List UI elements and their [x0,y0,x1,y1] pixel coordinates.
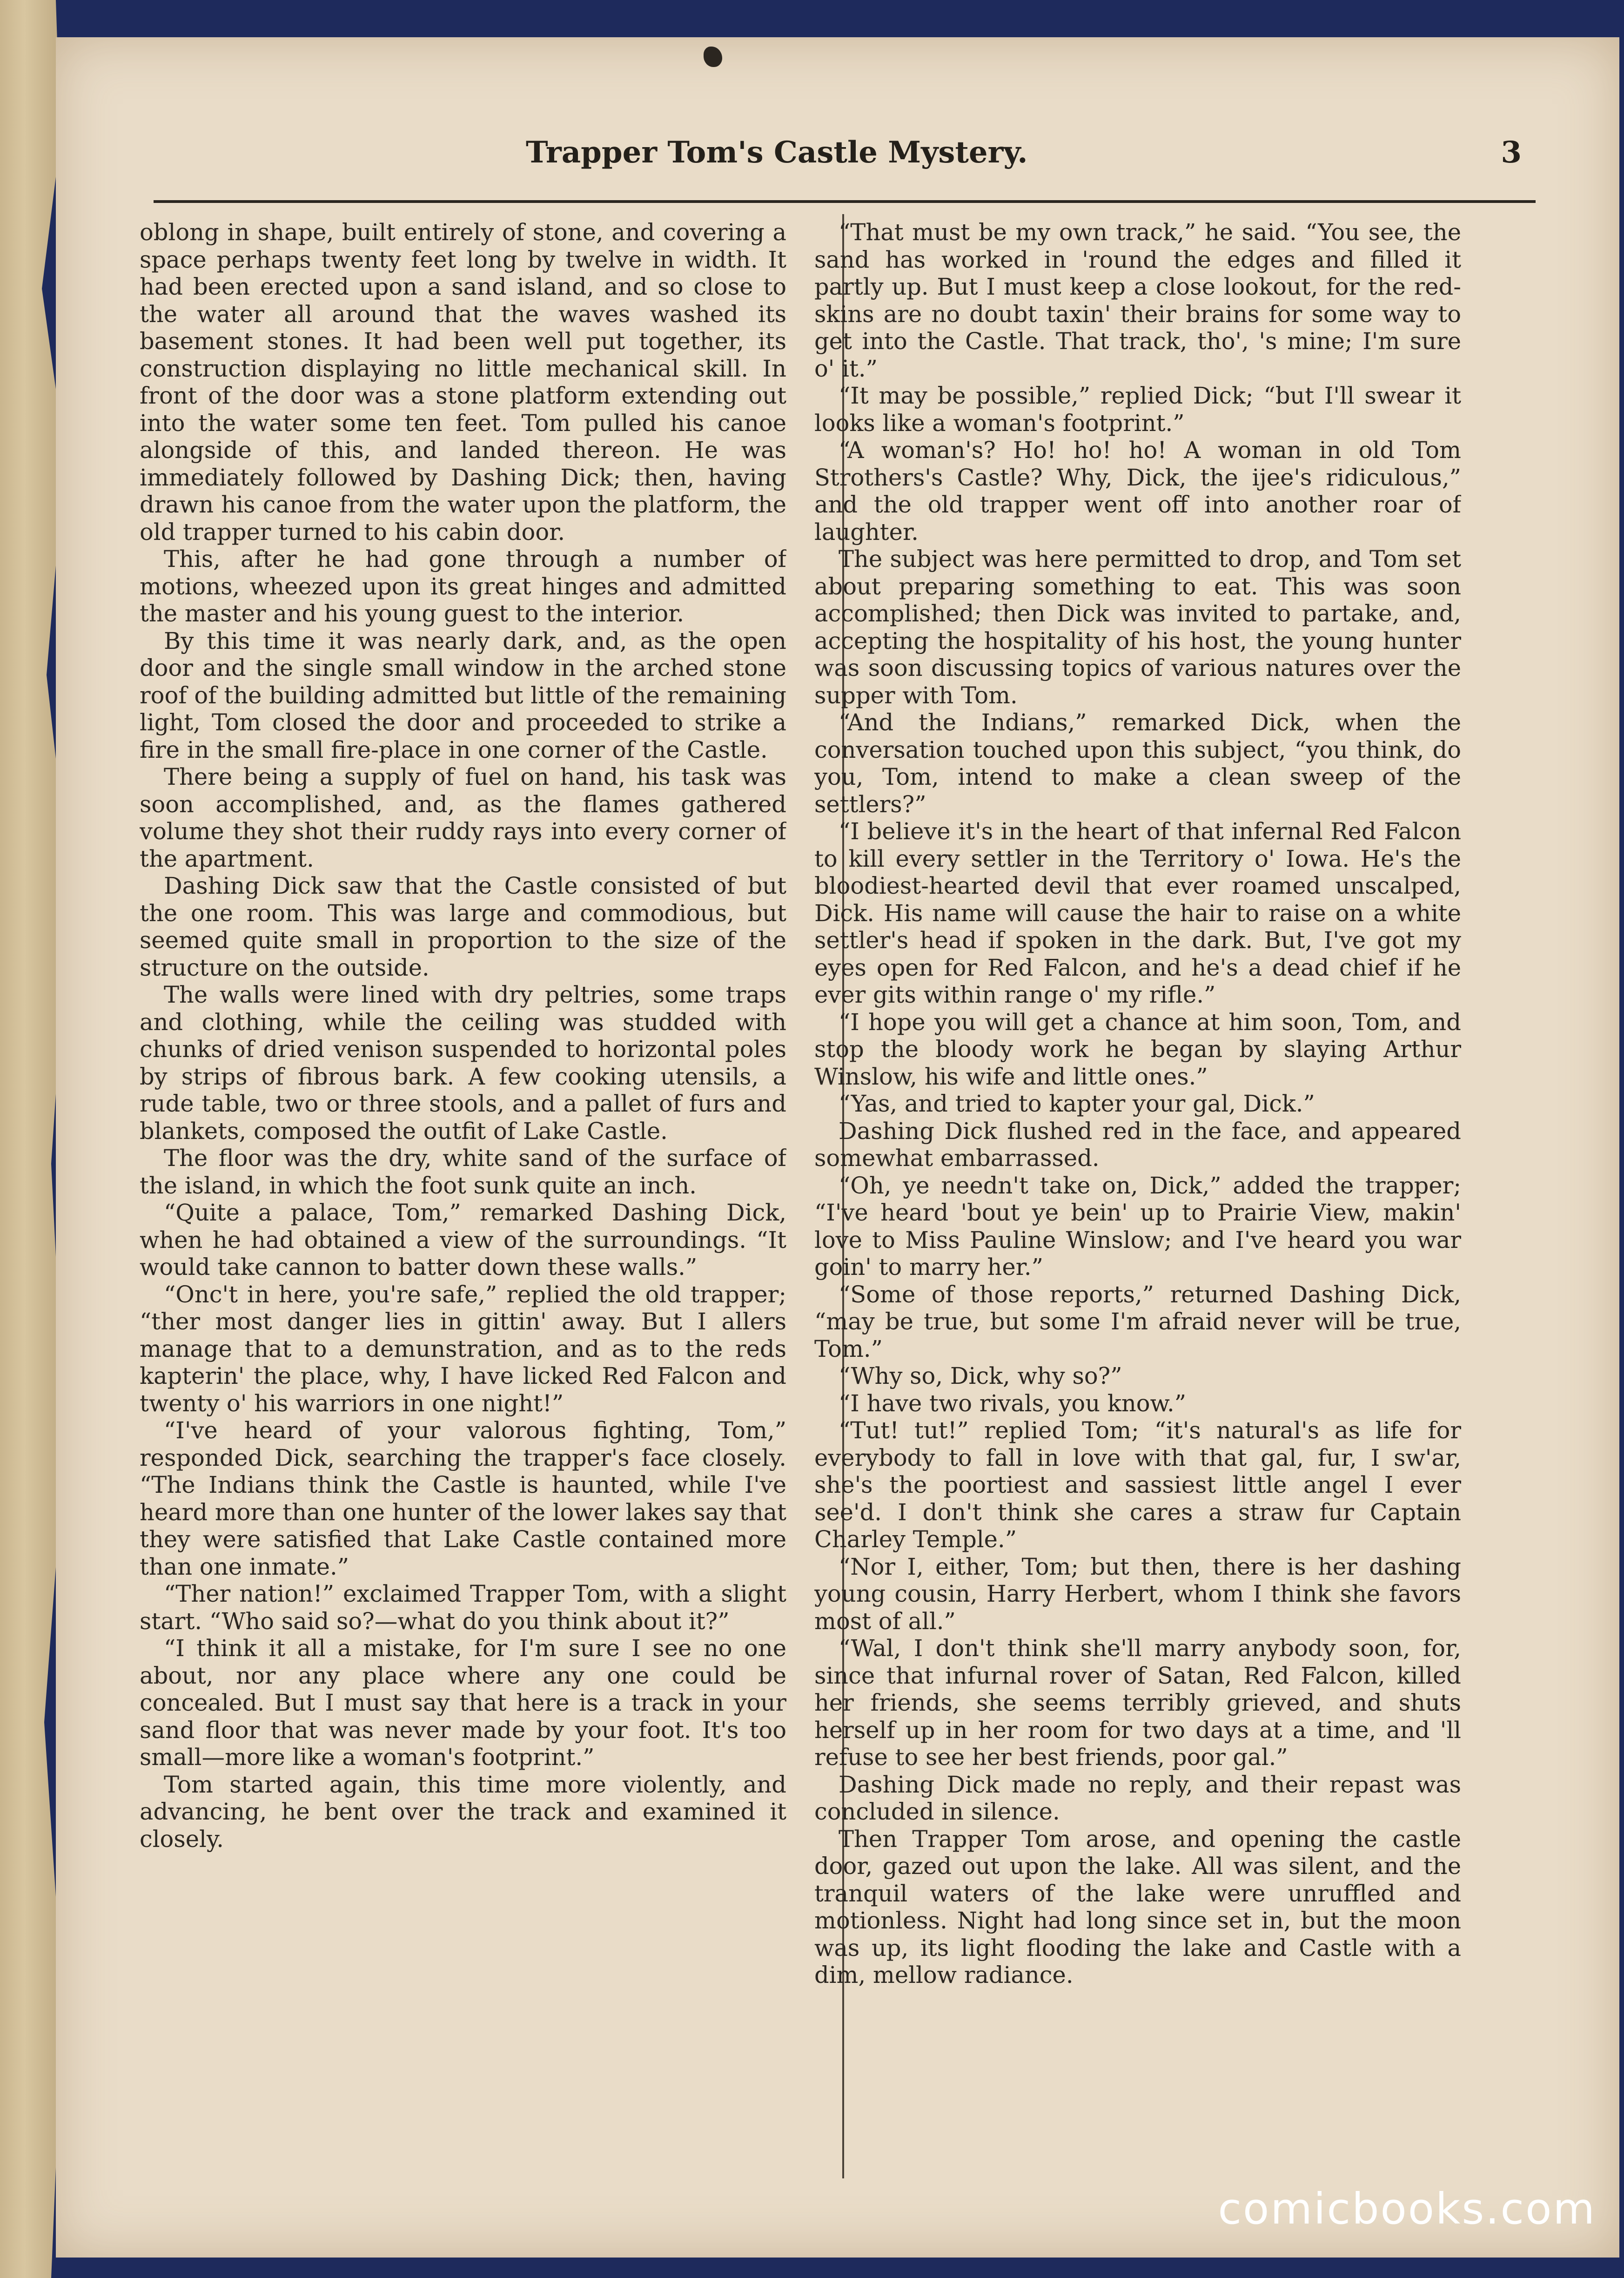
paragraph: “That must be my own track,” he said. “You see, the sand has worked in 'round the edges and filled it partly up. But I must keep a close lookout, for the red-skins are no doubt taxin' their brains for some way to get into the Castle. That track, tho', 's mine; I'm sure o' it.” [814,219,1461,382]
paragraph: Then Trapper Tom arose, and opening the castle door, gazed out upon the lake. All was silent, and the tranquil waters of the lake were unruffled and motionless. Night had long since set in, but the moon was up, its light flooding the lake and Castle with a dim, mellow radiance. [814,1825,1461,1988]
paragraph: “Onc't in here, you're safe,” replied the old trapper; “ther most danger lies in gittin' away. But I allers manage that to a demunstration, and as to the reds kapterin' the place, why, I have licked Red Falcon and twenty o' his warriors in one night!” [140,1281,786,1417]
paragraph: Dashing Dick saw that the Castle consisted of but the one room. This was large and commodious, but seemed quite small in proportion to the size of the structure on the outside. [140,872,786,981]
paragraph: “I believe it's in the heart of that infernal Red Falcon to kill every settler in the Territory o' Iowa. He's the bloodiest-hearted devil that ever roamed unscalped, Dick. His name will cause the hair to raise on a white settler's head if spoken in the dark. But, I've got my eyes open for Red Falcon, and he's a dead chief if he ever gits within range o' my rifle.” [814,818,1461,1008]
header-rule [154,200,1536,203]
paragraph: Tom started again, this time more violently, and advancing, he bent over the track and examined it closely. [140,1771,786,1853]
paragraph: By this time it was nearly dark, and, as the open door and the single small window in the arched stone roof of the building admitted but little of the remaining light, Tom closed the door and proceeded to strike a fire in the small fire-place in one corner of the Castle. [140,627,786,763]
paragraph: “Why so, Dick, why so?” [839,1362,1122,1389]
paragraph: The floor was the dry, white sand of the surface of the island, in which the foot sunk quite an inch. [140,1145,786,1199]
left-column [140,219,786,2174]
paragraph: Dashing Dick made no reply, and their repast was concluded in silence. [814,1771,1461,1825]
right-column [814,219,1461,2174]
paragraph: “A woman's? Ho! ho! ho! A woman in old Tom Strothers's Castle? Why, Dick, the ijee's ridiculous,” and the old trapper went off into another roar of laughter. [814,437,1461,546]
paragraph: There being a supply of fuel on hand, his task was soon accomplished, and, as the flames gathered volume they shot their ruddy rays into every corner of the apartment. [140,763,786,872]
paragraph: “I think it all a mistake, for I'm sure I see no one about, nor any place where any one could be concealed. But I must say that here is a track in your sand floor that was never made by your foot. It's too small—more like a woman's footprint.” [140,1635,786,1771]
paragraph: “Wal, I don't think she'll marry anybody soon, for, since that infurnal rover of Satan, Red Falcon, killed her friends, she seems terribly grieved, and shuts herself up in her room for two days at a time, and 'll refuse to see her best friends, poor gal.” [814,1635,1461,1771]
paragraph: “And the Indians,” remarked Dick, when the conversation touched upon this subject, “you think, do you, Tom, intend to make a clean sweep of the settlers?” [814,709,1461,818]
paragraph: oblong in shape, built entirely of stone, and covering a space perhaps twenty feet long by twelve in width. It had been erected upon a sand island, and so close to the water all around that the waves washed its basement stones. It had been well put together, its construction displaying no little mechanical skill. In front of the door was a stone platform extending out into the water some ten feet. Tom pulled his canoe alongside of this, and landed thereon. He was immediately followed by Dashing Dick; then, having drawn his canoe from the water upon the platform, the old trapper turned to his cabin door. [140,219,786,546]
page-header [526,135,1522,191]
paragraph: “Oh, ye needn't take on, Dick,” added the trapper; “I've heard 'bout ye bein' up to Prairie View, makin' love to Miss Pauline Winslow; and I've heard you war goin' to marry her.” [814,1172,1461,1281]
running-title: Trapper Tom's Castle Mystery. [526,135,1028,170]
paragraph: “Nor I, either, Tom; but then, there is her dashing young cousin, Harry Herbert, whom I think she favors most of all.” [814,1553,1461,1635]
paragraph: “Ther nation!” exclaimed Trapper Tom, with a slight start. “Who said so?—what do you think about it?” [140,1580,786,1635]
paragraph: “Quite a palace, Tom,” remarked Dashing Dick, when he had obtained a view of the surroundings. “It would take cannon to batter down these walls.” [140,1199,786,1281]
paragraph: The subject was here permitted to drop, and Tom set about preparing something to eat. This was soon accomplished; then Dick was invited to partake, and, accepting the hospitality of his host, the young hunter was soon discussing topics of various natures over the supper with Tom. [814,546,1461,709]
paragraph: “I've heard of your valorous fighting, Tom,” responded Dick, searching the trapper's face closely. “The Indians think the Castle is haunted, while I've heard more than one hunter of the lower lakes say that they were satisfied that Lake Castle contained more than one inmate.” [140,1417,786,1580]
paragraph: This, after he had gone through a number of motions, wheezed upon its great hinges and admitted the master and his young guest to the interior. [140,546,786,627]
paragraph: “Some of those reports,” returned Dashing Dick, “may be true, but some I'm afraid never will be true, Tom.” [814,1281,1461,1362]
watermark: comicbooks.com [1218,2184,1596,2234]
page-number: 3 [1501,135,1522,170]
paragraph: “It may be possible,” replied Dick; “but I'll swear it looks like a woman's footprint.” [814,382,1461,437]
paragraph: The walls were lined with dry peltries, some traps and clothing, while the ceiling was studded with chunks of dried venison suspended to horizontal poles by strips of fibrous bark. A few cooking utensils, a rude table, two or three stools, and a pallet of furs and blankets, composed the outfit of Lake Castle. [140,981,786,1145]
paragraph: “I have two rivals, you know.” [839,1389,1187,1417]
paragraph: “Yas, and tried to kapter your gal, Dick.” [839,1090,1315,1117]
paragraph: “Tut! tut!” replied Tom; “it's natural's as life for everybody to fall in love with that gal, fur, I sw'ar, she's the poortiest and sassiest little angel I ever see'd. I don't think she cares a straw fur Captain Charley Temple.” [814,1417,1461,1553]
paragraph: “I hope you will get a chance at him soon, Tom, and stop the bloody work he began by slaying Arthur Winslow, his wife and little ones.” [814,1008,1461,1090]
paragraph: Dashing Dick flushed red in the face, and appeared somewhat embarrassed. [814,1117,1461,1172]
